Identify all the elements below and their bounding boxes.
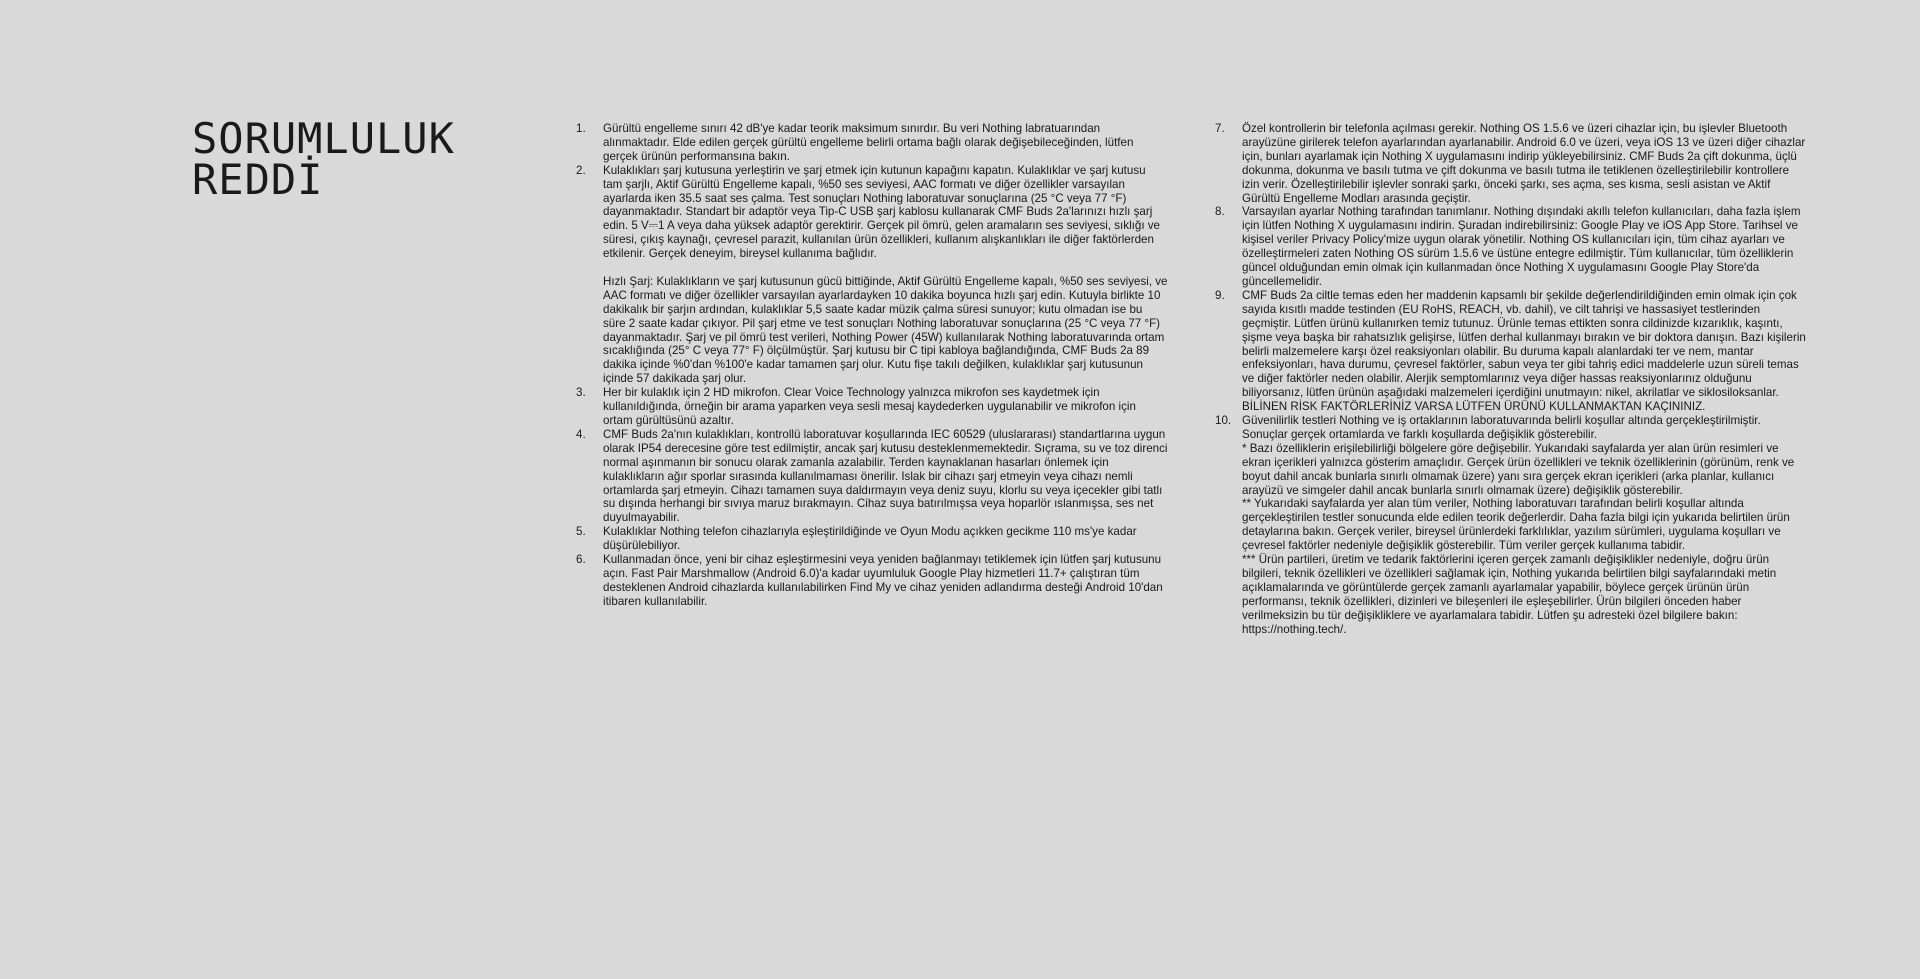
disclaimer-item-2 [576,164,1168,386]
item-text: Gürültü engelleme sınırı 42 dB'ye kadar teorik maksimum sınırdır. Bu veri Nothing labratuarından alınmaktadır. Elde edilen gerçek gürültü engelleme belirli ortama bağlı olarak değişebileceğinden, lütfen gerçek ürünün performansına bakın. [603,122,1134,163]
disclaimer-item-8 [1215,205,1807,288]
item-number: 4. [576,427,586,441]
fast-charge-text: Hızlı Şarj: Kulaklıkların ve şarj kutusunun gücü bittiğinde, Aktif Gürültü Engelleme kapalı, %50 ses seviyesi, ve AAC formatı ve diğer özellikler varsayılan ayarlardayken 10 dakika boyunca hızlı şarj edin. Kutuyla birlikte 10 dakikalık bir şarjın ardından, kulaklıklar 5,5 saate kadar müzik çalma süresi sunuyor; kutu olmadan ise bu süre 2 saate kadar çıkıyor. Pil şarj etme ve test sonuçları Nothing laboratuvar sonuçlarına (25 °C veya 77 °F) dayanmaktadır. Şarj ve pil ömrü test verileri, Nothing Power (45W) kullanılarak Nothing laboratuvarında ortam sıcaklığında (25° C veya 77° F) ölçülmüştür. Şarj kutusu bir C tipi kabloya bağlandığında, CMF Buds 2a 89 dakika içinde %0'dan %100'e kadar tamamen şarj olur. Kutu fişe takılı değilken, kulaklıklar şarj kutusunun içinde 57 dakikada şarj olur. [603,274,1168,386]
disclaimer-item-4 [576,428,1168,525]
item-number: 6. [576,553,586,567]
item-number: 5. [576,525,586,539]
item-text: Kulaklıklar Nothing telefon cihazlarıyla eşleştirildiğinde ve Oyun Modu açıkken gecikme 110 ms'ye kadar düşürülebiliyor. [603,525,1137,553]
item-number: 3. [576,386,586,400]
disclaimer-list-right [1215,122,1807,637]
item-text: Özel kontrollerin bir telefonla açılması gerekir. Nothing OS 1.5.6 ve üzeri cihazlar için, bu işlevler Bluetooth arayüzüne girilerek telefon ayarlarından ayarlanabilir. Android 6.0 ve üzeri, veya iOS 13 ve üzeri diğer cihazlar için, bunları ayarlamak için Nothing X uygulamasını indirip yükleyebilirsiniz. CMF Buds 2a çift dokunma, üçlü dokunma, dokunma ve basılı tutma ve çift dokunma ve basılı tutma ile tetiklenen özelleştirilebilir kontrollere izin verir. Özelleştirilebilir işlevler sonraki şarkı, önceki şarkı, ses açma, ses kısma, sesli asistan ve Aktif Gürültü Engelleme Modları arasında geçiştir. [1242,122,1806,205]
disclaimer-item-5 [576,525,1168,553]
disclaimer-item-10 [1215,414,1807,637]
item-number: 9. [1215,288,1225,302]
item-number: 10. [1215,414,1232,428]
disclaimer-item-6 [576,553,1168,609]
disclaimer-item-1 [576,122,1168,164]
item-number: 2. [576,163,586,177]
disclaimer-list-left [576,122,1168,609]
item-text: Her bir kulaklık için 2 HD mikrofon. Clear Voice Technology yalnızca mikrofon ses kaydetmek için kullanıldığında, örneğin bir arama yaparken veya sesli mesaj kaydederken uygulanabilir ve mikrofon için ortam gürültüsünü azaltır. [603,386,1136,428]
item-text: Kulaklıkları şarj kutusuna yerleştirin ve şarj etmek için kutunun kapağını kapatın. Kulaklıklar ve şarj kutusu tam şarjlı, Aktif Gürültü Engelleme kapalı, %50 ses seviyesi, AAC formatı ve diğer özellikler varsayılan ayarlarda iken 35.5 saat ses çalma. Test sonuçları Nothing laboratuvar sonuçlarına (25 °C veya 77 °F) dayanmaktadır. Standart bir adaptör veya Tip-C USB şarj kablosu kullanarak CMF Buds 2a'larınızı hızlı şarj edin. 5 V⎓1 A veya daha yüksek adaptör gerektirir. Gerçek pil ömrü, gelen aramaların ses seviyesi, sıklığı ve süresi, çıkış kaynağı, çevresel parazit, kullanılan ürün özellikleri, kullanım alışkanlıkları ile diğer faktörlerden etkilenir. Gerçek deneyim, bireysel kullanıma bağlıdır. [603,163,1161,261]
disclaimer-item-9 [1215,289,1807,414]
item-text: Kullanmadan önce, yeni bir cihaz eşleştirmesini veya yeniden bağlanmayı tetiklemek için lütfen şarj kutusunu açın. Fast Pair Marshmallow (Android 6.0)'a kadar uyumluluk Google Play hizmetleri 11.7+ çalıştıran tüm desteklenen Android cihazlarda kullanılabilirken Find My ve cihaz yeniden adlandırma desteği Android 10'dan itibaren kullanılabilir. [603,553,1163,608]
item-number: 8. [1215,205,1225,219]
footnote-triple-asterisk: *** Ürün partileri, üretim ve tedarik faktörlerini içeren gerçek zamanlı değişiklikler nedeniyle, doğru ürün bilgileri, teknik özellikleri ve özellikleri sağlamak için, Nothing yukarıda belirtilen bilgi sayfalarındaki metin açıklamalarında ve görüntülerde gerçek zamanlı ayarlamalar yapabilir, böylece gerçek ürünün ürün performansı, teknik özellikleri, dizinleri ve bileşenleri ile eşleşebilirler. Ürün bilgileri önceden haber verilmeksizin bu tür değişikliklere ve ayarlamalara tabidir. Lütfen şu adresteki özel bilgilere bakın: https://nothing.tech/. [1242,553,1777,636]
item-text: CMF Buds 2a ciltle temas eden her maddenin kapsamlı bir şekilde değerlendirildiğinden emin olmak için çok sayıda kısıtlı madde testinden (EU RoHS, REACH, vb. dahil), ve cilt tahrişi ve hassasiyet testlerinden geçmiştir. Lütfen ürünü kullanırken temiz tutunuz. Ürünle temas ettikten sonra cildinizde kızarıklık, kaşıntı, şişme veya başka bir rahatsızlık gelişirse, lütfen derhal kullanmayı bırakın ve bir doktora danışın. Bazı kişilerin belirli malzemelere karşı özel reaksiyonları olabilir. Bu duruma kapalı alanlardaki ter ve nem, mantar enfeksiyonları, hava durumu, çevresel faktörler, sabun veya ter gibi tahriş edici maddelerle uzun süreli temas ve diğer faktörler neden olabilir. Alerjik semptomlarınız veya diğer hassas reaksiyonlarınız olduğunu biliyorsanız, lütfen ürünün aşağıdaki malzemeleri içerdiğini unutmayın: nikel, akrilatlar ve siklosiloksanlar. BİLİNEN RİSK FAKTÖRLERİNİZ VARSA LÜTFEN ÜRÜNÜ KULLANMAKTAN KAÇININIZ. [1242,288,1806,414]
item-number: 1. [576,122,586,135]
item-text: CMF Buds 2a'nın kulaklıkları, kontrollü laboratuvar koşullarında IEC 60529 (uluslararası) standartlarına uygun olarak IP54 derecesine göre test edilmiştir, ancak şarj kutusu desteklenmemektedir. Sıçrama, su ve toz direnci normal aşınmanın bir sonucu olarak zamanla azalabilir. Terden kaynaklanan hasarları önlemek için kulaklıkların ağır sporlar sırasında kullanılmaması önerilir. Islak bir cihazı şarj etmeyin veya cihazı nemli ortamlarda şarj etmeyin. Cihazı tamamen suya daldırmayın veya deniz suyu, klorlu su veya içecekler gibi tatlı su dışında herhangi bir sıvıya maruz bırakmayın. Cihaz suya batırılmışsa veya hoparlör ıslanmışsa, ses net duyulmayabilir. [603,427,1168,525]
disclaimer-item-7 [1215,122,1807,205]
footnote-single-asterisk: * Bazı özelliklerin erişilebilirliği bölgelere göre değişebilir. Yukarıdaki sayfalarda yer alan ürün resimleri ve ekran içerikleri yalnızca gösterim amaçlıdır. Gerçek ürün özellikleri ve teknik özelliklerinin (görünüm, renk ve boyut dahil ancak bunlarla sınırlı olmamak üzere) yanı sıra gerçek ekran içerikleri (arka planlar, kullanıcı arayüzü ve simgeler dahil ancak bunlarla sınırlı olmamak üzere) değişiklik gösterebilir. [1242,441,1795,497]
disclaimer-item-3 [576,386,1168,428]
item-text: Güvenilirlik testleri Nothing ve iş ortaklarının laboratuvarında belirli koşullar altında gerçekleştirilmiştir. Sonuçlar gerçek ortamlarda ve farklı koşullarda değişiklik gösterebilir. [1242,414,1761,441]
item-number: 7. [1215,122,1225,135]
page-title: SORUMLULUK REDDİ [192,114,455,204]
item-text: Varsayılan ayarlar Nothing tarafından tanımlanır. Nothing dışındaki akıllı telefon kullanıcıları, daha fazla işlem için lütfen Nothing X uygulamasını indirin. Şuradan indirebilirsiniz: Google Play ve iOS App Store. Tarihsel ve kişisel veriler Privacy Policy'mize uygun olarak yönetilir. Nothing OS kullanıcıları için, tüm cihaz ayarları ve özelleştirmeleri zaten Nothing OS sürüm 1.5.6 ve üstüne entegre edilmiştir. Tüm kullanıcılar, tüm özelliklerin güncel olduğundan emin olmak için kullanmadan önce Nothing X uygulamasını Google Play Store'da güncellemelidir. [1242,205,1801,288]
footnote-double-asterisk: ** Yukarıdaki sayfalarda yer alan tüm veriler, Nothing laboratuvarı tarafından belirli koşullar altında gerçekleştirilen testler sonucunda elde edilen teorik değerlerdir. Daha fazla bilgi için yukarıda belirtilen ürün detaylarına bakın. Gerçek veriler, bireysel ürünlerdeki farklılıklar, yazılım sürümleri, uygulama koşulları ve çevresel faktörler nedeniyle değişiklik gösterebilir. Tüm veriler gerçek kullanıma tabidir. [1242,497,1790,553]
